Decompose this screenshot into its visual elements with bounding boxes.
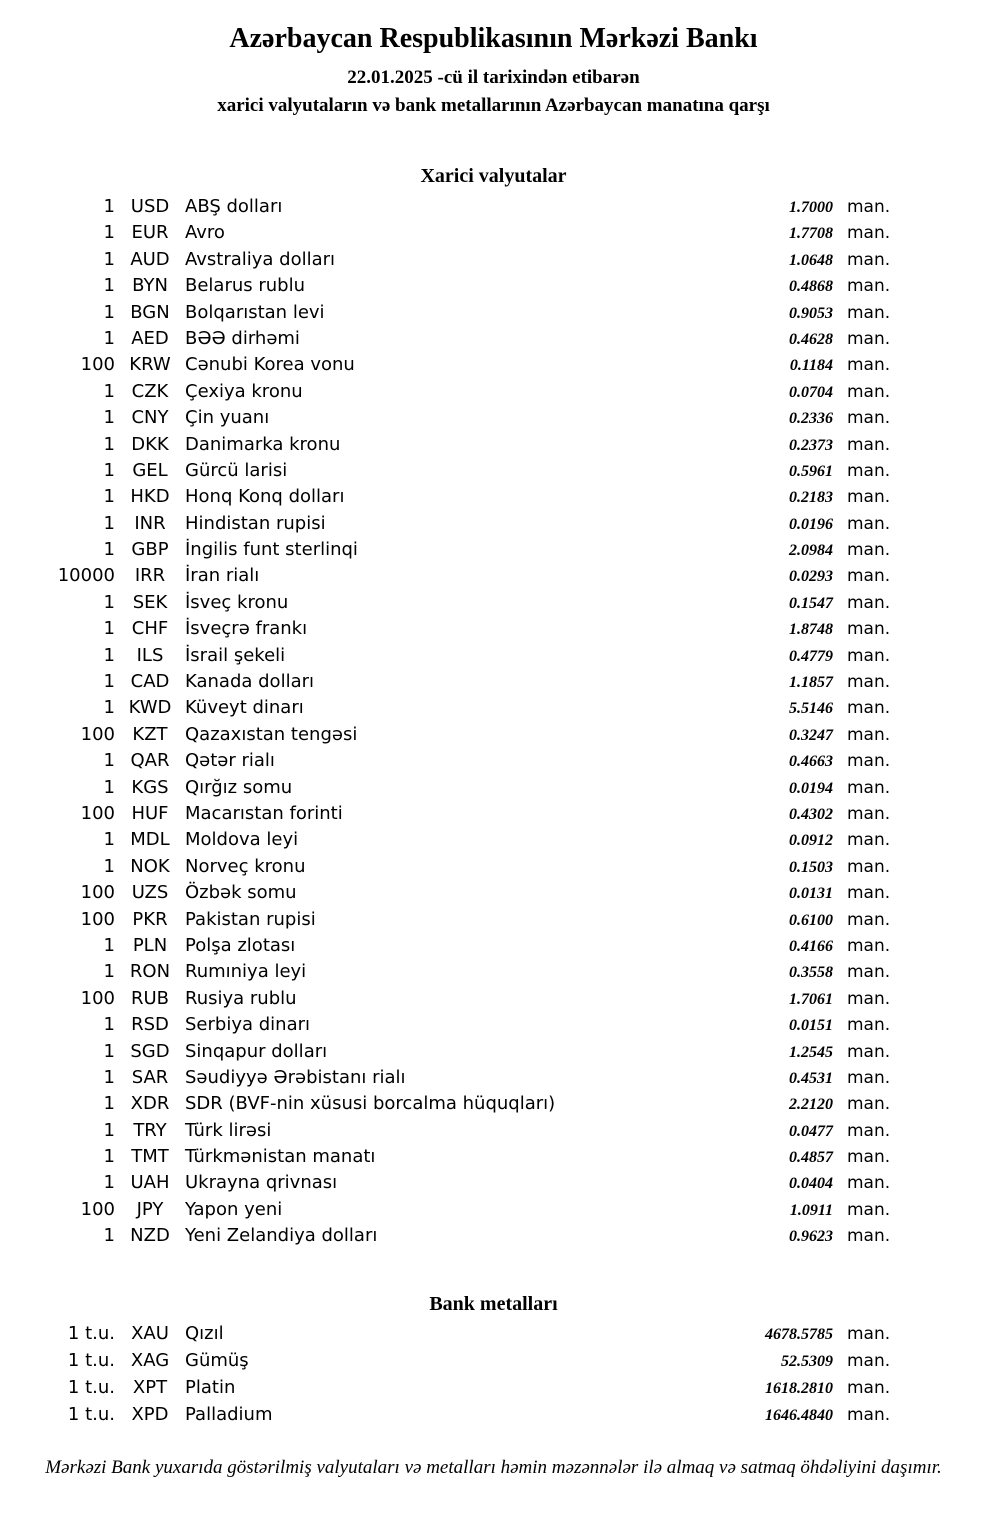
currency-row [0, 827, 895, 853]
currency-row [0, 722, 895, 748]
currencies-table [0, 194, 987, 1250]
currency-name: İsveç kronu [185, 591, 289, 613]
currency-quantity: 1 [103, 301, 115, 323]
currency-name: Gürcü larisi [185, 459, 288, 481]
currency-name: Serbiya dinarı [185, 1014, 310, 1036]
unit-label: man. [847, 566, 891, 587]
unit-label: man. [847, 223, 891, 244]
unit-label: man. [847, 540, 891, 561]
currency-name: Cənubi Korea vonu [185, 354, 355, 376]
currency-code: NZD [130, 1225, 170, 1247]
metal-rate: 1618.2810 [765, 1379, 833, 1397]
currency-quantity: 1 [103, 1146, 115, 1168]
currency-name: Türk lirəsi [185, 1119, 272, 1141]
unit-label: man. [847, 856, 891, 877]
currency-row [0, 933, 895, 959]
currency-rate: 0.4663 [789, 753, 833, 771]
currency-name: Danimarka kronu [185, 433, 341, 455]
currency-quantity: 1 [103, 459, 115, 481]
bulletin-subtitle: xarici valyutaların və bank metallarının Azərbaycan manatına qarşı [217, 95, 770, 116]
currency-name: Rumıniya leyi [185, 961, 307, 983]
metal-row [0, 1374, 895, 1401]
currency-code: GEL [132, 459, 168, 481]
currency-rate: 0.1503 [789, 858, 833, 876]
unit-label: man. [847, 1041, 891, 1062]
unit-label: man. [847, 434, 891, 455]
currency-row [0, 300, 895, 326]
currency-quantity: 100 [80, 802, 115, 824]
currency-row [0, 1197, 895, 1223]
currency-quantity: 1 [103, 222, 115, 244]
currency-code: BGN [130, 301, 170, 323]
unit-label: man. [847, 1147, 891, 1168]
currency-rate: 0.0196 [789, 515, 833, 533]
currency-code: JPY [136, 1198, 164, 1220]
currency-code: DKK [131, 433, 169, 455]
currency-name: İngilis funt sterlinqi [185, 539, 358, 561]
currency-row [0, 511, 895, 537]
currency-quantity: 1 [103, 1093, 115, 1115]
currency-rate: 1.2545 [789, 1043, 833, 1061]
currency-name: Səudiyyə Ərəbistanı rialı [185, 1066, 406, 1088]
currency-code: CZK [131, 380, 169, 402]
currency-row [0, 986, 895, 1012]
currency-rate: 0.9623 [789, 1228, 833, 1246]
currency-row [0, 880, 895, 906]
metal-rate: 4678.5785 [765, 1325, 833, 1343]
unit-label: man. [847, 460, 891, 481]
currency-code: USD [130, 196, 170, 217]
currency-rate: 2.2120 [789, 1096, 833, 1114]
currency-code: BYN [132, 275, 168, 297]
currency-quantity: 1 [103, 380, 115, 402]
metal-rate: 52.5309 [781, 1352, 833, 1370]
currency-row [0, 247, 895, 273]
currency-row [0, 1118, 895, 1144]
currency-quantity: 1 [103, 644, 115, 666]
currency-code: TRY [133, 1119, 167, 1141]
currency-name: Bolqarıstan levi [185, 301, 325, 323]
currency-row [0, 801, 895, 827]
unit-label: man. [847, 276, 891, 297]
currency-rate: 1.0911 [789, 1201, 833, 1219]
currency-name: Rusiya rublu [185, 987, 297, 1009]
unit-label: man. [847, 962, 891, 983]
currency-quantity: 1 [103, 618, 115, 640]
currency-name: Qırğız somu [185, 776, 293, 798]
currency-row [0, 1144, 895, 1170]
currency-code: CAD [130, 671, 170, 693]
currency-code: AUD [130, 248, 170, 270]
currency-rate: 5.5146 [789, 700, 833, 718]
currency-rate: 0.0477 [789, 1122, 833, 1140]
currency-name: İsrail şekeli [185, 644, 286, 666]
currency-quantity: 1 [103, 961, 115, 983]
currency-code: NOK [130, 855, 170, 877]
metal-quantity: 1 t.u. [67, 1349, 115, 1371]
currency-rate: 1.7708 [789, 225, 833, 243]
currency-name: ABŞ dolları [185, 196, 283, 217]
unit-label: man. [847, 803, 891, 824]
metal-code: XAU [131, 1322, 169, 1344]
unit-label: man. [847, 777, 891, 798]
currency-name: İsveçrə frankı [185, 618, 308, 640]
currency-rate: 0.0704 [789, 383, 833, 401]
metal-name: Gümüş [185, 1349, 249, 1371]
effective-date-line: 22.01.2025 -cü il tarixindən etibarən [347, 67, 640, 88]
currency-quantity: 1 [103, 776, 115, 798]
currency-rate: 0.2183 [789, 489, 833, 507]
currency-rate: 0.4628 [789, 330, 833, 348]
currency-code: MDL [130, 829, 170, 851]
currencies-section-title: Xarici valyutalar [420, 165, 567, 187]
currency-name: Qazaxıstan tengəsi [185, 723, 358, 745]
currency-row [0, 220, 895, 246]
currency-quantity: 10000 [57, 565, 115, 587]
currency-quantity: 1 [103, 1066, 115, 1088]
currency-name: Honq Konq dolları [185, 486, 345, 508]
currency-row [0, 590, 895, 616]
currency-row [0, 484, 895, 510]
metal-quantity: 1 t.u. [67, 1376, 115, 1398]
unit-label: man. [847, 883, 891, 904]
currency-row [0, 1065, 895, 1091]
currency-name: Yapon yeni [185, 1198, 283, 1220]
currency-quantity: 1 [103, 1014, 115, 1036]
currency-row [0, 959, 895, 985]
currency-rate: 0.0151 [789, 1017, 833, 1035]
metal-quantity: 1 t.u. [67, 1403, 115, 1425]
unit-label: man. [847, 1120, 891, 1141]
currency-name: Yeni Zelandiya dolları [185, 1225, 378, 1247]
currency-row [0, 1039, 895, 1065]
currency-name: Türkmənistan manatı [185, 1146, 376, 1168]
currency-row [0, 1170, 895, 1196]
currency-row [0, 352, 895, 378]
currency-rate: 0.0912 [789, 832, 833, 850]
unit-label: man. [847, 1015, 891, 1036]
unit-label: man. [847, 328, 891, 349]
currency-name: Çexiya kronu [185, 380, 303, 402]
unit-label: man. [847, 645, 891, 666]
currency-name: Kanada dolları [185, 671, 315, 693]
currency-code: RSD [131, 1014, 169, 1036]
currency-quantity: 1 [103, 1225, 115, 1247]
unit-label: man. [847, 513, 891, 534]
currency-name: Çin yuanı [185, 407, 270, 429]
unit-label: man. [847, 619, 891, 640]
currency-code: EUR [131, 222, 169, 244]
currency-quantity: 1 [103, 934, 115, 956]
currency-quantity: 1 [103, 433, 115, 455]
currency-row [0, 616, 895, 642]
metal-rate: 1646.4840 [765, 1406, 833, 1424]
currency-row [0, 563, 895, 589]
metals-section-title: Bank metalları [429, 1292, 558, 1315]
currency-code: SAR [131, 1066, 169, 1088]
unit-label: man. [847, 1067, 891, 1088]
currency-code: PKR [132, 908, 168, 930]
metal-row [0, 1347, 895, 1374]
currency-row [0, 405, 895, 431]
metal-quantity: 1 t.u. [67, 1322, 115, 1344]
currency-rate: 0.4531 [789, 1069, 833, 1087]
unit-label: man. [847, 381, 891, 402]
currency-quantity: 100 [80, 908, 115, 930]
currency-row [0, 907, 895, 933]
currency-rate: 0.4166 [789, 937, 833, 955]
currency-name: Macarıstan forinti [185, 802, 343, 824]
currency-quantity: 1 [103, 486, 115, 508]
currency-quantity: 1 [103, 829, 115, 851]
unit-label: man. [847, 1199, 891, 1220]
currency-quantity: 1 [103, 196, 115, 217]
currency-rate: 0.4302 [789, 805, 833, 823]
currency-row [0, 1091, 895, 1117]
currency-code: KZT [132, 723, 168, 745]
currency-name: Ukrayna qrivnası [185, 1172, 338, 1194]
currency-quantity: 1 [103, 539, 115, 561]
metal-name: Palladium [185, 1403, 273, 1425]
currency-code: CNY [131, 407, 169, 429]
unit-label: man. [847, 1094, 891, 1115]
currency-code: HKD [130, 486, 170, 508]
currency-quantity: 1 [103, 591, 115, 613]
bank-title: Azərbaycan Respublikasının Mərkəzi Bankı [229, 23, 758, 54]
currency-name: BƏƏ dirhəmi [185, 327, 300, 349]
unit-label: man. [847, 355, 891, 376]
currency-quantity: 1 [103, 512, 115, 534]
currency-row [0, 643, 895, 669]
currency-name: Avro [185, 222, 225, 244]
currency-code: RUB [130, 987, 170, 1009]
currency-name: Norveç kronu [185, 855, 306, 877]
currency-quantity: 100 [80, 1198, 115, 1220]
currency-row [0, 1012, 895, 1038]
currency-code: GBP [131, 539, 169, 561]
currency-row [0, 854, 895, 880]
currency-rate: 0.2373 [789, 436, 833, 454]
currency-code: PLN [132, 934, 168, 956]
unit-label: man. [847, 1377, 891, 1398]
currency-name: Moldova leyi [185, 829, 299, 851]
currency-rate: 1.7000 [789, 199, 833, 216]
currency-code: CHF [131, 618, 169, 640]
currency-row [0, 775, 895, 801]
currency-rate: 0.0194 [789, 779, 833, 797]
currency-rate: 0.1547 [789, 594, 833, 612]
currency-rate: 0.0293 [789, 568, 833, 586]
unit-label: man. [847, 487, 891, 508]
currency-code: SGD [130, 1040, 170, 1062]
unit-label: man. [847, 408, 891, 429]
currency-row [0, 194, 895, 220]
unit-label: man. [847, 249, 891, 270]
metal-code: XPT [132, 1376, 168, 1398]
currency-code: AED [131, 327, 169, 349]
currency-quantity: 100 [80, 987, 115, 1009]
currency-row [0, 695, 895, 721]
currency-quantity: 1 [103, 750, 115, 772]
currency-name: Sinqapur dolları [185, 1040, 328, 1062]
currency-quantity: 1 [103, 855, 115, 877]
metal-name: Platin [185, 1376, 236, 1398]
currency-row [0, 379, 895, 405]
unit-label: man. [847, 751, 891, 772]
currency-code: IRR [134, 565, 166, 587]
currency-row [0, 748, 895, 774]
currency-rate: 1.0648 [789, 251, 833, 269]
currency-rate: 0.9053 [789, 304, 833, 322]
currency-code: QAR [130, 750, 170, 772]
currency-quantity: 1 [103, 697, 115, 719]
currency-quantity: 1 [103, 327, 115, 349]
currency-code: UZS [131, 882, 169, 904]
currency-quantity: 1 [103, 671, 115, 693]
unit-label: man. [847, 1350, 891, 1371]
currency-quantity: 1 [103, 1172, 115, 1194]
metal-code: XAG [130, 1349, 170, 1371]
unit-label: man. [847, 698, 891, 719]
currency-rate: 0.4857 [789, 1149, 833, 1167]
currency-rate: 0.1184 [789, 357, 833, 375]
currency-quantity: 100 [80, 882, 115, 904]
currency-rate: 1.8748 [789, 621, 833, 639]
currency-code: RON [129, 961, 171, 983]
currency-quantity: 100 [80, 354, 115, 376]
currency-rate: 0.6100 [789, 911, 833, 929]
currency-row [0, 537, 895, 563]
currency-rate: 0.4779 [789, 647, 833, 665]
metal-row [0, 1401, 895, 1428]
currency-rate: 0.0131 [789, 885, 833, 903]
currency-rate: 1.7061 [789, 990, 833, 1008]
currency-name: SDR (BVF-nin xüsusi borcalma hüquqları) [185, 1093, 556, 1115]
currency-quantity: 100 [80, 723, 115, 745]
unit-label: man. [847, 935, 891, 956]
metal-code: XPD [131, 1403, 169, 1425]
currency-rate: 0.3247 [789, 726, 833, 744]
currency-rate: 1.1857 [789, 674, 833, 692]
currency-row [0, 432, 895, 458]
currency-name: İran rialı [185, 565, 260, 587]
currency-name: Özbək somu [185, 882, 297, 904]
unit-label: man. [847, 724, 891, 745]
currency-code: KRW [129, 354, 171, 376]
currency-name: Avstraliya dolları [185, 248, 336, 270]
unit-label: man. [847, 302, 891, 323]
unit-label: man. [847, 1323, 891, 1344]
currency-code: XDR [130, 1093, 170, 1115]
unit-label: man. [847, 672, 891, 693]
currency-name: Belarus rublu [185, 275, 306, 297]
unit-label: man. [847, 197, 891, 217]
currency-rate: 0.4868 [789, 278, 833, 296]
unit-label: man. [847, 1226, 891, 1247]
currency-name: Pakistan rupisi [185, 908, 316, 930]
currency-quantity: 1 [103, 248, 115, 270]
currency-row [0, 458, 895, 484]
currency-code: KWD [128, 697, 172, 719]
currency-row [0, 669, 895, 695]
currency-row [0, 273, 895, 299]
currency-code: SEK [132, 591, 168, 613]
metals-table [0, 1320, 987, 1428]
currency-quantity: 1 [103, 1119, 115, 1141]
currency-code: INR [134, 512, 166, 534]
currency-code: TMT [131, 1146, 169, 1168]
unit-label: man. [847, 592, 891, 613]
currency-code: HUF [131, 802, 169, 824]
currency-name: Hindistan rupisi [185, 512, 326, 534]
currency-quantity: 1 [103, 1040, 115, 1062]
metal-row [0, 1320, 895, 1347]
unit-label: man. [847, 830, 891, 851]
unit-label: man. [847, 988, 891, 1009]
currency-code: ILS [136, 644, 164, 666]
currency-row [0, 1223, 895, 1249]
unit-label: man. [847, 1173, 891, 1194]
currency-rate: 0.5961 [789, 462, 833, 480]
currency-name: Qətər rialı [185, 750, 275, 772]
currency-rate: 0.3558 [789, 964, 833, 982]
currency-quantity: 1 [103, 275, 115, 297]
disclaimer-text: Mərkəzi Bank yuxarıda göstərilmiş valyutaları və metalları həmin məzənnələr ilə almaq və satmaq öhdəliyini daşımır. [45, 1456, 942, 1478]
currency-rate: 0.2336 [789, 410, 833, 428]
currency-quantity: 1 [103, 407, 115, 429]
unit-label: man. [847, 909, 891, 930]
currency-rate: 2.0984 [789, 542, 833, 560]
currency-row [0, 326, 895, 352]
currency-name: Küveyt dinarı [185, 697, 304, 719]
currency-name: Polşa zlotası [185, 934, 296, 956]
unit-label: man. [847, 1404, 891, 1425]
metal-name: Qızıl [185, 1322, 224, 1344]
currency-rate: 0.0404 [789, 1175, 833, 1193]
currency-code: UAH [130, 1172, 170, 1194]
currency-code: KGS [131, 776, 169, 798]
